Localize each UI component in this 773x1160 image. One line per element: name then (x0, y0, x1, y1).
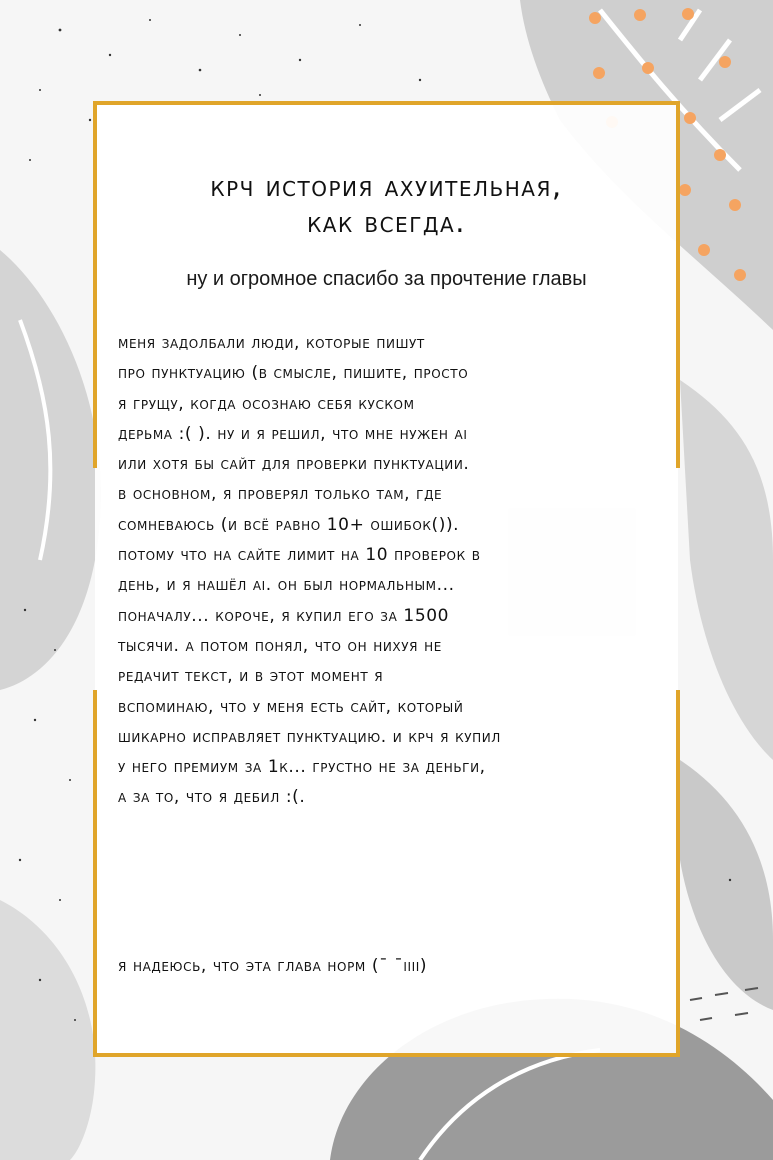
body-paragraph (118, 328, 678, 813)
closing-line: я надеюсь, что эта глава норм (¯ ¯ıııı) (118, 956, 428, 976)
title-line: крч история ахуительная, (210, 169, 563, 203)
body-line: про пунктуацию (в смысле, пишите, просто (118, 363, 469, 384)
body-line: дерьма :( ). ну и я решил, что мне нужен ai (118, 423, 468, 444)
body-line: день, и я нашёл ai. он был нормальным... (118, 575, 455, 596)
body-line: в основном, я проверял только там, где (118, 484, 443, 505)
body-line: или хотя бы сайт для проверки пунктуации. (118, 454, 470, 475)
body-line: потому что на сайте лимит на 10 проверок в (118, 545, 481, 566)
body-line: поначалу... короче, я купил его за 1500 (118, 605, 450, 626)
subtitle: ну и огромное спасибо за прочтение главы (186, 268, 587, 290)
body-line: я грущу, когда осознаю себя куском (118, 393, 415, 414)
body-line: шикарно исправляет пунктуацию. и крч я купил (118, 726, 501, 747)
page-title (95, 168, 678, 240)
body-line: редачит текст, и в этот момент я (118, 666, 384, 687)
body-line: меня задолбали люди, которые пишут (118, 333, 425, 353)
body-line: у него премиум за 1к... грустно не за деньги, (118, 757, 486, 778)
body-line: а за то, что я дебил :(. (118, 787, 306, 808)
body-line: вспоминаю, что у меня есть сайт, который (118, 696, 464, 717)
title-line: как всегда. (307, 205, 466, 239)
body-line: тысячи. а потом понял, что он нихуя не (118, 635, 442, 656)
body-line: сомневаюсь (и всё равно 10+ ошибок()). (118, 514, 460, 535)
